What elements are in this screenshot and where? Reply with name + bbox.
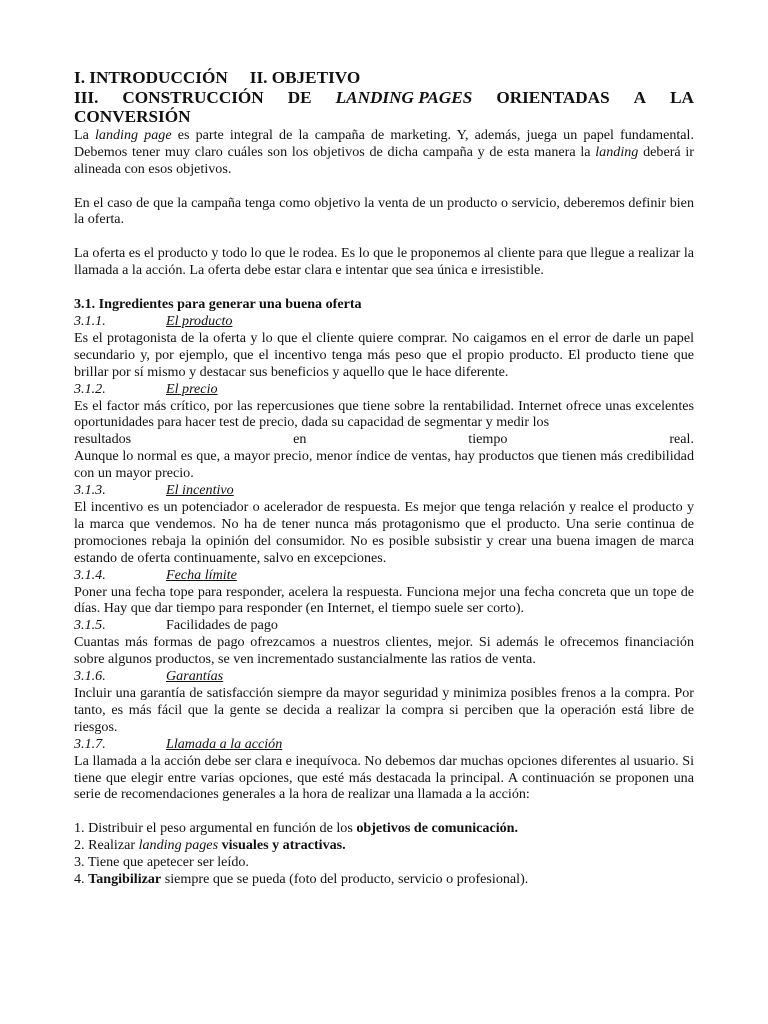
heading-construccion: [74, 88, 694, 108]
subsection-number: 3.1.5.: [74, 617, 106, 634]
list-item: [74, 820, 694, 837]
text-run: es parte integral de la campaña de marketing. Y, además, juega un papel fundamental. Debemos tener muy claro cuáles son los objetivos de dicha campaña y de esta manera la: [74, 126, 695, 160]
word: real.: [669, 431, 694, 448]
subsection-body: Es el factor más crítico, por las repercusiones que tiene sobre la rentabilidad. Internet ofrece unas excelentes oportunidades para hacer test de precio, dada su capacidad de segmentar y medir los: [74, 397, 694, 431]
text-run: 4.: [74, 871, 89, 888]
subsection-heading: [74, 668, 694, 685]
document-content: [74, 68, 694, 888]
intro-paragraph-1: [74, 127, 694, 178]
subsection-title: El incentivo: [166, 482, 234, 499]
intro-paragraph-2: En el caso de que la campaña tenga como objetivo la venta de un producto o servicio, deberemos definir bien la oferta.: [74, 194, 694, 228]
subsection-body: Cuantas más formas de pago ofrezcamos a nuestros clientes, mejor. Si además le ofrecemos financiación sobre algunos productos, se ven incrementado sustancialmente las ratios de venta.: [74, 634, 694, 668]
justified-line: [74, 431, 694, 448]
bold-text: visuales y atractivas.: [221, 837, 346, 854]
subsection-title: Facilidades de pago: [166, 617, 278, 634]
list-item: [74, 854, 694, 871]
text-run: 2. Realizar: [74, 837, 139, 854]
subsection-heading: [74, 313, 694, 330]
subsection-body: La llamada a la acción debe ser clara e inequívoca. No debemos dar muchas opciones diferentes al usuario. Si tiene que elegir entre varias opciones, que esté más destacada la principal. A continuación se proponen una serie de recomendaciones generales a la hora de realizar una llamada a la acción:: [74, 752, 694, 803]
bold-text: objetivos de comunicación.: [356, 820, 519, 837]
heading-line-1: [74, 68, 694, 88]
heading-word: ORIENTADAS: [496, 87, 610, 107]
heading-word: LANDING PAGES: [335, 87, 473, 107]
text-run: 3. Tiene que apetecer ser leído.: [74, 854, 249, 871]
subsection-body: Poner una fecha tope para responder, acelera la respuesta. Funciona mejor una fecha concreta que un tope de días. Hay que dar tiempo para responder (en Internet, el tiempo suele ser corto).: [74, 583, 694, 617]
subsection-title: Llamada a la acción: [166, 735, 283, 752]
subsection-body-continued: Aunque lo normal es que, a mayor precio, menor índice de ventas, hay productos que tienen más credibilidad con un mayor precio.: [74, 448, 694, 482]
subsection-heading: [74, 736, 694, 753]
subsection-number: 3.1.3.: [74, 482, 106, 499]
list-item: [74, 871, 694, 888]
heading-word: CONSTRUCCIÓN: [122, 87, 264, 107]
subsection-heading: [74, 381, 694, 398]
text-run: siempre que se pueda (foto del producto, servicio o profesional).: [161, 871, 529, 888]
subsection-number: 3.1.2.: [74, 380, 106, 397]
text-run: 1. Distribuir el peso argumental en función de los: [74, 820, 357, 837]
subsection-body: El incentivo es un potenciador o acelerador de respuesta. Es mejor que tenga relación y realce el producto y la marca que vendemos. No ha de tener nunca más protagonismo que el producto. Una serie continua de promociones rebaja la opinión del consumidor. No es posible subsistir y crear una buena imagen de marca estando de oferta continuamente, salvo en excepciones.: [74, 499, 694, 566]
subsection-heading: [74, 567, 694, 584]
subsection-title: Fecha límite: [166, 566, 237, 583]
italic-text: landing page: [95, 126, 172, 143]
subsection-number: 3.1.6.: [74, 668, 106, 685]
subsection-heading: [74, 617, 694, 634]
list-item: [74, 837, 694, 854]
bold-text: Tangibilizar: [88, 871, 162, 888]
text-run: deberá ir alineada con esos objetivos.: [74, 143, 694, 177]
subsection-body: Es el protagonista de la oferta y lo que el cliente quiere comprar. No caigamos en el error de darle un papel secundario y, por ejemplo, que el incentivo tenga más peso que el propio producto. El producto tiene que brillar por sí mismo y destacar sus beneficios y aquello que le hace diferente.: [74, 329, 694, 380]
word: resultados: [74, 431, 132, 448]
subsection-title: El precio: [166, 380, 218, 397]
italic-text: landing pages: [138, 837, 219, 854]
section-3-1-title: 3.1. Ingredientes para generar una buena oferta: [74, 296, 362, 313]
heading-word: DE: [287, 87, 312, 107]
subsection-number: 3.1.1.: [74, 313, 106, 330]
subsection-title: Garantías: [166, 668, 224, 685]
italic-text: landing: [595, 143, 639, 160]
subsection-number: 3.1.4.: [74, 566, 106, 583]
subsection-heading: [74, 482, 694, 499]
heading-word: III.: [74, 87, 99, 107]
recommendations-list: [74, 820, 694, 888]
text-run: La: [74, 126, 95, 143]
heading-conversion: CONVERSIÓN: [74, 107, 191, 127]
subsection-body: Incluir una garantía de satisfacción siempre da mayor seguridad y minimiza posibles frenos a la compra. Por tanto, es más fácil que la gente se decida a realizar la compra si perciben que la operación está libre de riesgos.: [74, 684, 694, 735]
subsection-number: 3.1.7.: [74, 735, 106, 752]
heading-introduccion: I. INTRODUCCIÓN: [74, 68, 228, 87]
subsection-title: El producto: [166, 313, 233, 330]
heading-word: LA: [670, 87, 694, 107]
intro-paragraph-3: La oferta es el producto y todo lo que le rodea. Es lo que le proponemos al cliente para que llegue a realizar la llamada a la acción. La oferta debe estar clara e intentar que sea única e irresistible.: [74, 245, 694, 279]
word: en: [293, 431, 307, 448]
word: tiempo: [468, 431, 508, 448]
heading-word: A: [633, 87, 647, 107]
heading-objetivo: II. OBJETIVO: [249, 68, 361, 87]
